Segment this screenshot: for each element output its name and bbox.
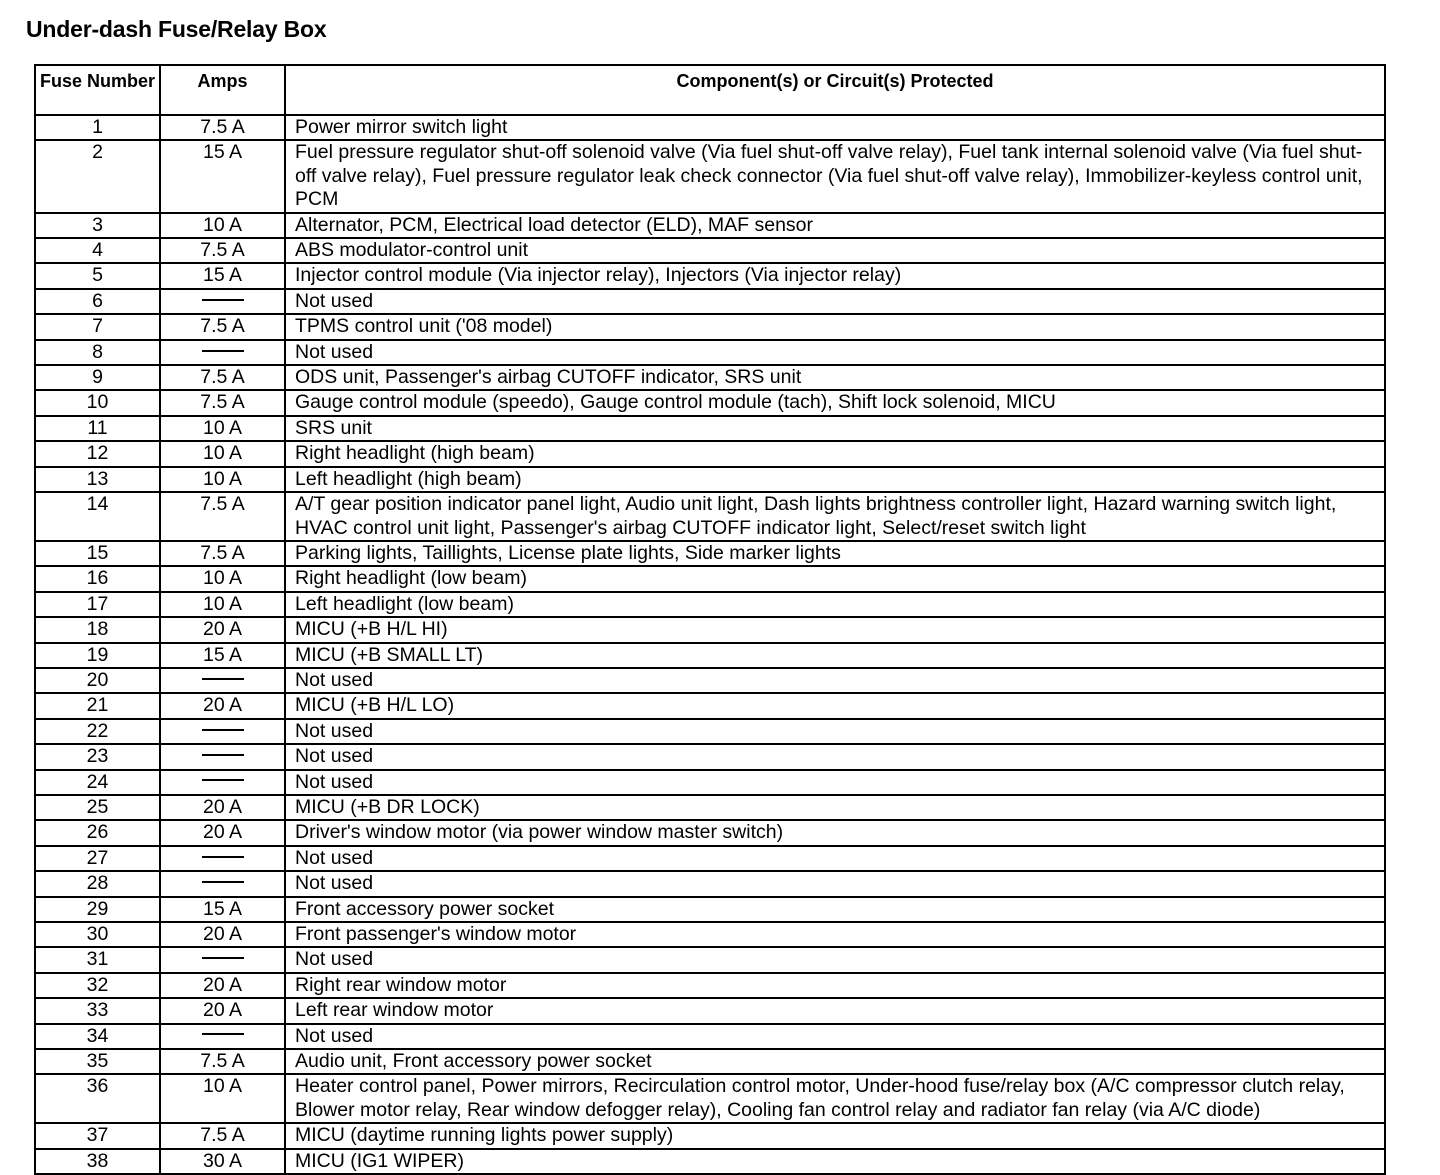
fuse-amps: 20 A [160, 973, 285, 998]
fuse-component: Driver's window motor (via power window master switch) [285, 820, 1385, 845]
table-row [35, 416, 1385, 441]
table-row [35, 617, 1385, 642]
fuse-amps [160, 744, 285, 769]
fuse-component: Not used [285, 340, 1385, 365]
table-row [35, 263, 1385, 288]
table-row [35, 770, 1385, 795]
fuse-number: 21 [35, 693, 160, 718]
fuse-component: ABS modulator-control unit [285, 238, 1385, 263]
fuse-amps: 20 A [160, 693, 285, 718]
fuse-component: Right rear window motor [285, 973, 1385, 998]
table-row [35, 467, 1385, 492]
fuse-component: Parking lights, Taillights, License plate lights, Side marker lights [285, 541, 1385, 566]
fuse-component: A/T gear position indicator panel light, Audio unit light, Dash lights brightness controller light, Hazard warning switch light, HVAC control unit light, Passenger's airbag CUTOFF indicator light, Select/reset switch light [285, 492, 1385, 541]
table-row [35, 668, 1385, 693]
fuse-number: 37 [35, 1123, 160, 1148]
table-row [35, 922, 1385, 947]
fuse-number: 18 [35, 617, 160, 642]
fuse-number: 4 [35, 238, 160, 263]
fuse-table-body [35, 115, 1385, 1174]
table-row [35, 719, 1385, 744]
fuse-number: 36 [35, 1074, 160, 1123]
fuse-component: SRS unit [285, 416, 1385, 441]
fuse-component: Front accessory power socket [285, 897, 1385, 922]
table-row [35, 897, 1385, 922]
fuse-component: Alternator, PCM, Electrical load detector (ELD), MAF sensor [285, 213, 1385, 238]
fuse-component: Left headlight (low beam) [285, 592, 1385, 617]
fuse-amps: 15 A [160, 140, 285, 212]
fuse-component: Front passenger's window motor [285, 922, 1385, 947]
fuse-component: Not used [285, 1024, 1385, 1049]
fuse-amps: 15 A [160, 897, 285, 922]
fuse-component: Gauge control module (speedo), Gauge control module (tach), Shift lock solenoid, MICU [285, 390, 1385, 415]
fuse-amps: 7.5 A [160, 1049, 285, 1074]
table-row [35, 1074, 1385, 1123]
fuse-number: 5 [35, 263, 160, 288]
fuse-amps [160, 289, 285, 314]
fuse-amps: 20 A [160, 795, 285, 820]
fuse-component: Not used [285, 719, 1385, 744]
fuse-component: Audio unit, Front accessory power socket [285, 1049, 1385, 1074]
fuse-amps [160, 871, 285, 896]
fuse-component: Left headlight (high beam) [285, 467, 1385, 492]
table-row [35, 492, 1385, 541]
fuse-component: MICU (daytime running lights power supply) [285, 1123, 1385, 1148]
table-row [35, 947, 1385, 972]
fuse-component: MICU (+B SMALL LT) [285, 643, 1385, 668]
table-row [35, 390, 1385, 415]
table-row [35, 1049, 1385, 1074]
fuse-amps: 7.5 A [160, 541, 285, 566]
fuse-amps: 20 A [160, 617, 285, 642]
page-title: Under-dash Fuse/Relay Box [26, 16, 327, 42]
fuse-amps: 7.5 A [160, 1123, 285, 1148]
fuse-number: 33 [35, 998, 160, 1023]
fuse-number: 2 [35, 140, 160, 212]
fuse-number: 27 [35, 846, 160, 871]
table-row [35, 289, 1385, 314]
header-fuse-number: Fuse Number [35, 65, 160, 115]
table-row [35, 795, 1385, 820]
fuse-amps: 10 A [160, 566, 285, 591]
fuse-number: 30 [35, 922, 160, 947]
table-row [35, 441, 1385, 466]
fuse-amps: 7.5 A [160, 492, 285, 541]
fuse-number: 31 [35, 947, 160, 972]
table-row [35, 1149, 1385, 1174]
fuse-number: 13 [35, 467, 160, 492]
fuse-number: 20 [35, 668, 160, 693]
not-used-dash [202, 299, 244, 301]
fuse-component: MICU (+B H/L HI) [285, 617, 1385, 642]
fuse-amps: 7.5 A [160, 390, 285, 415]
fuse-number: 19 [35, 643, 160, 668]
fuse-component: Injector control module (Via injector relay), Injectors (Via injector relay) [285, 263, 1385, 288]
fuse-table [34, 64, 1386, 1175]
header-component: Component(s) or Circuit(s) Protected [285, 65, 1385, 115]
not-used-dash [202, 678, 244, 680]
table-row [35, 871, 1385, 896]
fuse-amps: 7.5 A [160, 365, 285, 390]
fuse-number: 35 [35, 1049, 160, 1074]
table-row [35, 1024, 1385, 1049]
table-row [35, 693, 1385, 718]
fuse-number: 9 [35, 365, 160, 390]
table-row [35, 213, 1385, 238]
fuse-amps: 7.5 A [160, 238, 285, 263]
fuse-amps: 15 A [160, 643, 285, 668]
fuse-amps: 15 A [160, 263, 285, 288]
fuse-number: 8 [35, 340, 160, 365]
fuse-number: 17 [35, 592, 160, 617]
fuse-amps [160, 1024, 285, 1049]
fuse-amps: 10 A [160, 213, 285, 238]
fuse-number: 34 [35, 1024, 160, 1049]
not-used-dash [202, 350, 244, 352]
fuse-number: 1 [35, 115, 160, 140]
fuse-number: 32 [35, 973, 160, 998]
fuse-component: Not used [285, 846, 1385, 871]
table-row [35, 820, 1385, 845]
table-row [35, 340, 1385, 365]
fuse-component: Not used [285, 947, 1385, 972]
fuse-number: 7 [35, 314, 160, 339]
fuse-component: Left rear window motor [285, 998, 1385, 1023]
table-row [35, 541, 1385, 566]
fuse-number: 14 [35, 492, 160, 541]
not-used-dash [202, 1033, 244, 1035]
not-used-dash [202, 856, 244, 858]
fuse-number: 38 [35, 1149, 160, 1174]
fuse-component: MICU (IG1 WIPER) [285, 1149, 1385, 1174]
fuse-amps [160, 719, 285, 744]
fuse-amps: 10 A [160, 1074, 285, 1123]
fuse-amps: 7.5 A [160, 314, 285, 339]
fuse-amps [160, 846, 285, 871]
fuse-amps: 10 A [160, 592, 285, 617]
fuse-amps: 7.5 A [160, 115, 285, 140]
table-row [35, 115, 1385, 140]
fuse-component: Not used [285, 744, 1385, 769]
fuse-number: 12 [35, 441, 160, 466]
table-row [35, 643, 1385, 668]
fuse-component: Not used [285, 871, 1385, 896]
table-row [35, 846, 1385, 871]
fuse-component: Right headlight (low beam) [285, 566, 1385, 591]
fuse-component: Power mirror switch light [285, 115, 1385, 140]
fuse-number: 3 [35, 213, 160, 238]
header-amps: Amps [160, 65, 285, 115]
fuse-amps [160, 770, 285, 795]
table-row [35, 566, 1385, 591]
fuse-number: 28 [35, 871, 160, 896]
table-row [35, 314, 1385, 339]
not-used-dash [202, 729, 244, 731]
fuse-component: Not used [285, 770, 1385, 795]
fuse-component: Not used [285, 668, 1385, 693]
table-row [35, 1123, 1385, 1148]
fuse-number: 11 [35, 416, 160, 441]
fuse-amps: 20 A [160, 998, 285, 1023]
fuse-number: 15 [35, 541, 160, 566]
fuse-component: MICU (+B H/L LO) [285, 693, 1385, 718]
fuse-component: MICU (+B DR LOCK) [285, 795, 1385, 820]
not-used-dash [202, 779, 244, 781]
fuse-amps [160, 668, 285, 693]
fuse-component: Heater control panel, Power mirrors, Recirculation control motor, Under-hood fuse/relay box (A/C compressor clutch relay, Blower motor relay, Rear window defogger relay), Cooling fan control relay and radiator fan relay (via A/C diode) [285, 1074, 1385, 1123]
fuse-component: TPMS control unit ('08 model) [285, 314, 1385, 339]
fuse-amps: 30 A [160, 1149, 285, 1174]
fuse-number: 6 [35, 289, 160, 314]
table-row [35, 238, 1385, 263]
fuse-amps: 10 A [160, 467, 285, 492]
table-row [35, 592, 1385, 617]
table-row [35, 973, 1385, 998]
fuse-amps: 10 A [160, 416, 285, 441]
table-row [35, 744, 1385, 769]
fuse-number: 25 [35, 795, 160, 820]
fuse-component: Fuel pressure regulator shut-off solenoid valve (Via fuel shut-off valve relay), Fuel tank internal solenoid valve (Via fuel shut-off valve relay), Fuel pressure regulator leak check connector (Via fuel shut-off valve relay), Immobilizer-keyless control unit, PCM [285, 140, 1385, 212]
not-used-dash [202, 754, 244, 756]
fuse-amps: 20 A [160, 922, 285, 947]
fuse-amps: 20 A [160, 820, 285, 845]
fuse-number: 16 [35, 566, 160, 591]
fuse-number: 26 [35, 820, 160, 845]
fuse-number: 10 [35, 390, 160, 415]
fuse-amps [160, 947, 285, 972]
table-row [35, 365, 1385, 390]
fuse-amps: 10 A [160, 441, 285, 466]
fuse-amps [160, 340, 285, 365]
not-used-dash [202, 881, 244, 883]
table-header-row [35, 65, 1385, 115]
fuse-component: ODS unit, Passenger's airbag CUTOFF indicator, SRS unit [285, 365, 1385, 390]
fuse-number: 24 [35, 770, 160, 795]
fuse-number: 22 [35, 719, 160, 744]
fuse-component: Not used [285, 289, 1385, 314]
not-used-dash [202, 957, 244, 959]
table-row [35, 140, 1385, 212]
fuse-number: 29 [35, 897, 160, 922]
table-row [35, 998, 1385, 1023]
fuse-number: 23 [35, 744, 160, 769]
fuse-component: Right headlight (high beam) [285, 441, 1385, 466]
